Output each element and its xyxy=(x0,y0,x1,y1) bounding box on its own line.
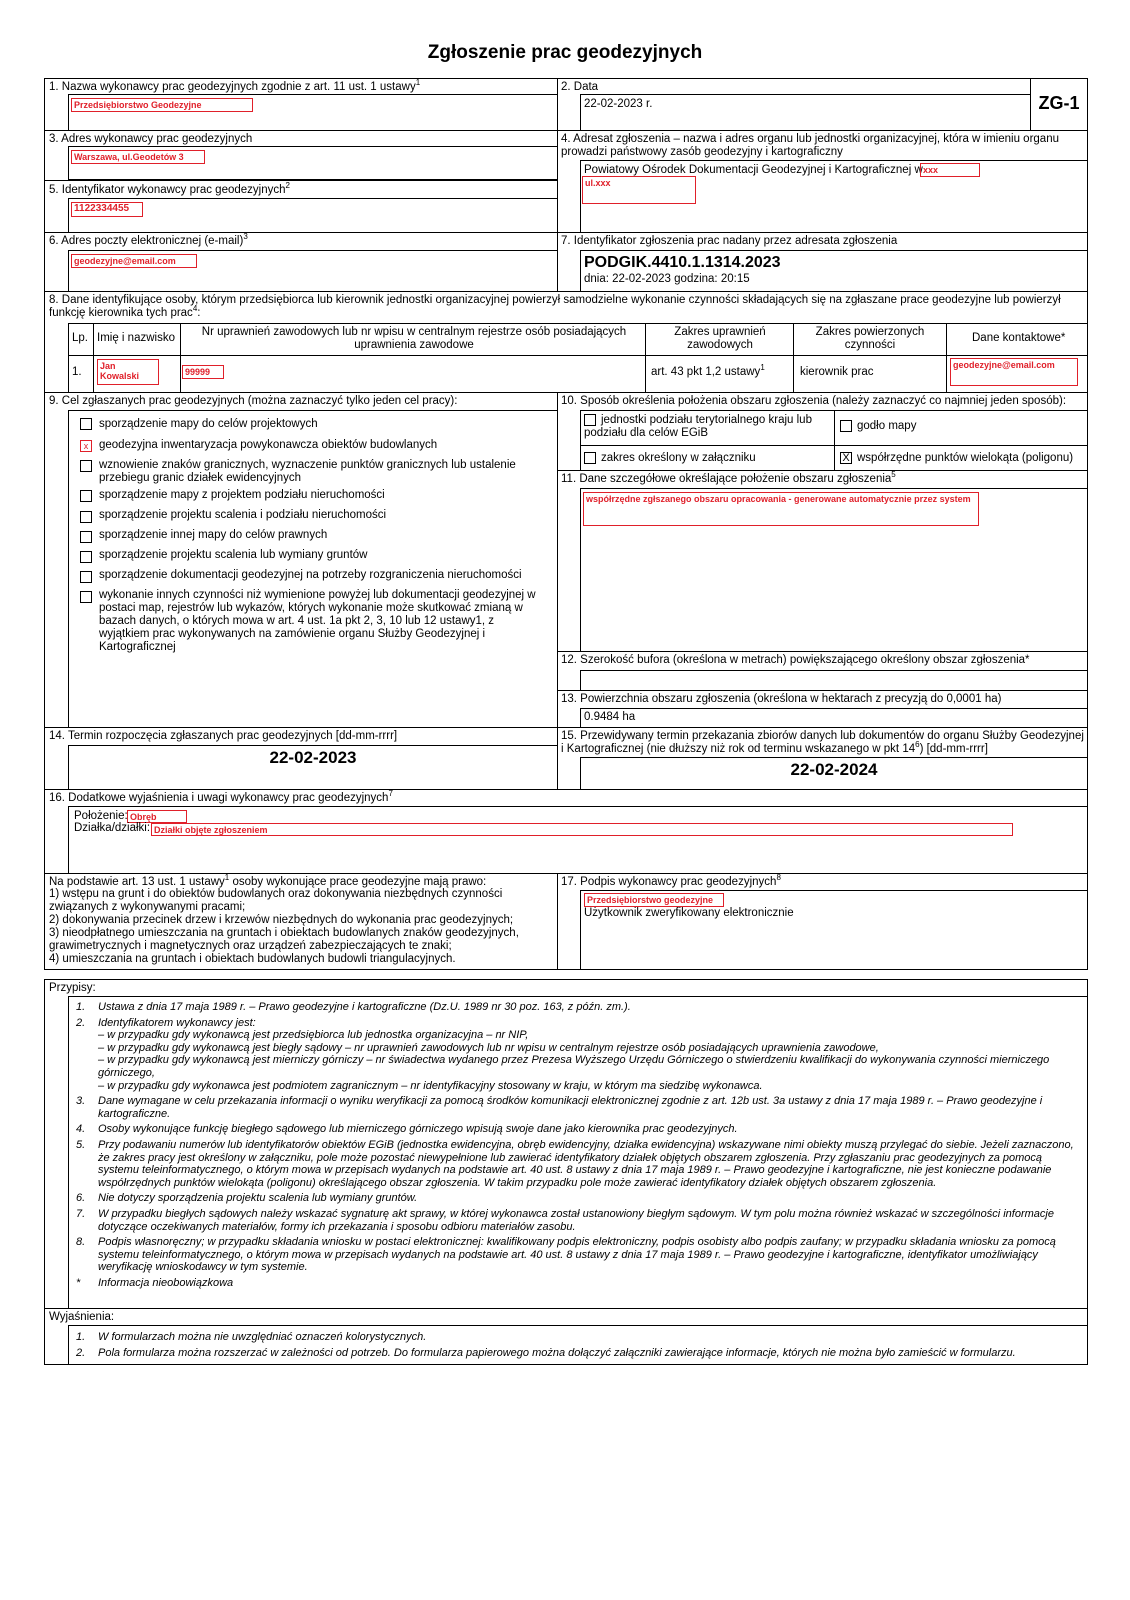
section-1-label: 1. Nazwa wykonawcy prac geodezyjnych zgodnie z art. 11 ust. 1 ustawy$^1$ xyxy=(49,78,421,93)
purpose-checkbox-3[interactable] xyxy=(80,460,92,472)
license-number-field[interactable]: 99999 xyxy=(182,365,224,379)
note-number: 3. xyxy=(76,1095,86,1108)
recipient-text: Powiatowy Ośrodek Dokumentacji Geodezyjnej i Kartograficznej w xyxy=(584,164,923,176)
purpose-label-3: wznowienie znaków granicznych, wyznaczenie punktów granicznych lub ustalenie przebiegu granic działek ewidencyjnych xyxy=(99,459,516,484)
rights-line-4: 4) umieszczania na gruntach i obiektach budowlanych budowli triangulacyjnych. xyxy=(49,953,456,965)
note-text: Identyfikatorem wykonawcy jest: – w przypadku gdy wykonawcą jest przedsiębiorca lub jednostka organizacyjna – nr NIP, – w przypadku gdy wykonawcą jest biegły sądowy – nr uprawnień zawodowych lub nr wpisu w centralnym rejestrze osób posiadających uprawnienia zawodowe, – w przypadku gdy wykonawcą jest mierniczy górniczy – nr świadectwa wydanego przez Prezesa Wyższego Urzędu Górniczego o stwierdzeniu kwalifikacji do wykonywania czynności mierniczego górniczego, – w przypadku gdy wykonawca jest podmiotem zagranicznym – nr identyfikacyjny stosowany w kraju, w którym ma siedzibę wykonawca. xyxy=(98,1016,1050,1092)
purpose-checkbox-1[interactable] xyxy=(80,418,92,430)
section-16-label: 16. Dodatkowe wyjaśnienia i uwagi wykonawcy prac geodezyjnych$^7$ xyxy=(49,789,393,804)
purpose-label-1: sporządzenie mapy do celów projektowych xyxy=(99,418,318,430)
section-13-inner xyxy=(580,708,1088,728)
note-text: W przypadku biegłych sądowych należy wskazać sygnaturę akt sprawy, w której wykonawca został ustanowiony biegłym sądowym. W tym polu można również wskazać w szczególności informacje dotyczące oczekiwanych materiałów, formy ich przekazania i sposobu odbioru materiałów zasobu. xyxy=(98,1207,1054,1233)
recipient-city-field[interactable]: xxx xyxy=(920,163,980,177)
section-9-label: 9. Cel zgłaszanych prac geodezyjnych (można zaznaczyć tylko jeden cel pracy): xyxy=(49,395,458,407)
section-11-label: 11. Dane szczegółowe określające położenie obszaru zgłoszenia$^5$ xyxy=(561,470,896,485)
purpose-label-4: sporządzenie mapy z projektem podziału nieruchomości xyxy=(99,489,385,501)
recipient-street-field[interactable]: ul.xxx xyxy=(582,176,696,204)
note-number: 7. xyxy=(76,1207,86,1220)
row-scope: art. 43 pkt 1,2 ustawy$^1$ xyxy=(651,363,765,378)
area-details-field[interactable]: współrzędne zgłszanego obszaru opracowania - generowane automatycznie przez system xyxy=(583,492,979,526)
purpose-label-8: sporządzenie dokumentacji geodezyjnej na potrzeby rozgraniczenia nieruchomości xyxy=(99,569,522,581)
section-8-label: 8. Dane identyfikujące osoby, którym przedsiębiorca lub kierownik jednostki organizacyjnej powierzył samodzielne wykonanie czynności składających się na zgłaszane prace geodezyjne lub powierzył funkcję kierownika tych prac$^4$: xyxy=(49,294,1061,319)
row-lp: 1. xyxy=(72,366,82,378)
note-number: 2. xyxy=(76,1016,86,1029)
registration-id: PODGIK.4410.1.1314.2023 xyxy=(584,254,781,271)
section-14-label: 14. Termin rozpoczęcia zgłaszanych prac geodezyjnych [dd-mm-rrrr] xyxy=(49,730,398,742)
section-13-label: 13. Powierzchnia obszaru zgłoszenia (określona w hektarach z precyzją do 0,0001 ha) xyxy=(561,693,1002,705)
person-name-field[interactable]: Jan Kowalski xyxy=(97,359,159,385)
location-label-4: współrzędne punktów wielokąta (poligonu) xyxy=(857,452,1074,464)
rights-line-3: 3) nieodpłatnego umieszczania na gruntach i obiektach budowlanych znaków geodezyjnych, grawimetrycznych i magnetycznych oraz urządzeń zabezpieczających te znaki; xyxy=(49,927,519,952)
note-number: 4. xyxy=(76,1123,86,1136)
col-name: Imię i nazwisko xyxy=(97,332,175,344)
location-checkbox-2[interactable] xyxy=(840,420,852,432)
email-field[interactable]: geodezyjne@email.com xyxy=(71,254,197,268)
note-text: Dane wymagane w celu przekazania informacji o wyniku weryfikacji za pomocą środków komunikacji elektronicznej zgodnie z art. 12b ust. 3a ustawy z dnia 17 maja 1989 r. – Prawo geodezyjne i kartograficzne. xyxy=(98,1095,1043,1120)
parcels-field[interactable]: Działki objęte zgłoszeniem xyxy=(151,823,1013,836)
col-scope: Zakres uprawnień zawodowych xyxy=(674,326,766,351)
purpose-checkbox-9[interactable] xyxy=(80,591,92,603)
note-number: 2. xyxy=(76,1346,86,1359)
section-3-label: 3. Adres wykonawcy prac geodezyjnych xyxy=(49,133,253,145)
note-text: Informacja nieobowiązkowa xyxy=(98,1276,234,1289)
delivery-date-field[interactable]: 22-02-2024 xyxy=(790,760,878,779)
section-6-label: 6. Adres poczty elektronicznej (e-mail)$^3$ xyxy=(49,232,248,247)
contact-field[interactable]: geodezyjne@email.com xyxy=(950,358,1078,386)
date-field[interactable]: 22-02-2023 r. xyxy=(584,98,653,110)
note-number: 8. xyxy=(76,1236,86,1249)
note-item xyxy=(76,1017,1082,1093)
contractor-address-field[interactable]: Warszawa, ul.Geodetów 3 xyxy=(71,150,205,164)
note-text: Osoby wykonujące funkcję biegłego sądowego lub mierniczego górniczego wpisują swoje dane jako kierownika prac geodezyjnych. xyxy=(98,1123,738,1136)
note-text: Ustawa z dnia 17 maja 1989 r. – Prawo geodezyjne i kartograficzne (Dz.U. 1989 nr 30 poz. 163, z późn. zm.). xyxy=(98,1001,631,1013)
page-title: Zgłoszenie prac geodezyjnych xyxy=(427,42,703,63)
footnote-list xyxy=(76,1001,1082,1292)
purpose-label-7: sporządzenie projektu scalenia lub wymiany gruntów xyxy=(99,549,368,561)
note-text: Nie dotyczy sporządzenia projektu scalenia lub wymiany gruntów. xyxy=(98,1192,418,1205)
note-item xyxy=(76,1139,1082,1189)
section-5-label: 5. Identyfikator wykonawcy prac geodezyjnych$^2$ xyxy=(49,181,290,196)
location-checkbox-3[interactable] xyxy=(584,452,596,464)
rights-intro: Na podstawie art. 13 ust. 1 ustawy$^1$ osoby wykonujące prace geodezyjne mają prawo: xyxy=(49,873,487,888)
section-17-label: 17. Podpis wykonawcy prac geodezyjnych$^8$ xyxy=(561,873,781,888)
signature-field[interactable]: Przedsiębiorstwo geodezyjne xyxy=(584,893,724,907)
note-number: * xyxy=(76,1276,81,1289)
location-label-1: jednostki podziału terytorialnego kraju lub podziału dla celów EGiB xyxy=(584,414,812,439)
section-12-label: 12. Szerokość bufora (określona w metrach) powiększającego określony obszar zgłoszenia* xyxy=(561,654,1030,666)
explanation-list xyxy=(76,1331,1082,1362)
registration-date: dnia: 22-02-2023 godzina: 20:15 xyxy=(584,273,750,285)
purpose-checkbox-5[interactable] xyxy=(80,511,92,523)
col-tasks: Zakres powierzonych czynności xyxy=(815,326,925,351)
note-text: Podpis własnoręczny; w przypadku składania wniosku w postaci elektronicznej: kwalifikowany podpis elektroniczny, podpis osobisty albo podpis zaufany; w przypadku składania wniosku za pomocą systemu teleinformatycznego, o którym mowa w przepisach wydanych na podstawie art. 40 ust. 8 ustawy z dnia 17 maja 1989 r. – Prawo geodezyjne i kartograficzne, identyfikator umożliwiający weryfikację wnioskodawcy w tym systemie. xyxy=(98,1236,1056,1274)
section-4-label: 4. Adresat zgłoszenia – nazwa i adres organu lub jednostki organizacyjnej, która w imieniu organu prowadzi państwowy zasób geodezyjny i kartograficzny xyxy=(561,133,1059,158)
location-checkbox-4[interactable]: X xyxy=(840,452,852,464)
note-item xyxy=(76,1095,1082,1120)
section-7-label: 7. Identyfikator zgłoszenia prac nadany przez adresata zgłoszenia xyxy=(561,235,898,247)
col-contact: Dane kontaktowe* xyxy=(972,332,1066,344)
area-size-field[interactable]: 0.9484 ha xyxy=(584,711,636,723)
start-date-field[interactable]: 22-02-2023 xyxy=(269,748,357,767)
note-number: 5. xyxy=(76,1138,86,1151)
row-tasks: kierownik prac xyxy=(800,366,874,378)
buffer-width-field[interactable] xyxy=(580,670,1088,691)
form-code: ZG-1 xyxy=(1038,93,1080,113)
purpose-checkbox-7[interactable] xyxy=(80,551,92,563)
explanations-label: Wyjaśnienia: xyxy=(49,1311,115,1323)
note-item xyxy=(76,1347,1082,1360)
section-15-label: 15. Przewidywany termin przekazania zbiorów danych lub dokumentów do organu Służby Geodezyjnej i Kartograficznej (nie dłuższy niż rok od terminu wskazanego w pkt $14^6$) [dd-mm-rrrr] xyxy=(561,730,1084,755)
section-16-inner xyxy=(68,806,1088,874)
note-item xyxy=(76,1277,1082,1290)
note-text: Przy podawaniu numerów lub identyfikatorów obiektów EGiB (jednostka ewidencyjna, obręb ewidencyjny, działka ewidencyjna) wskazywane nimi obiekty muszą przylegać do siebie. Jeżeli zaznaczono, że zakres pracy jest określony w załączniku, pole może pozostać niewypełnione lub zawierać identyfikatory działek objętych obszarem zgłoszenia. Przy zgłaszaniu prac geodezyjnych za pomocą systemu teleinformatycznego, o którym mowa w przepisach wydanych na podstawie art. 40 ust. 8 ustawy z dnia 17 maja 1989 r. – Prawo geodezyjne i kartograficzne, nie jest konieczne podawanie współrzędnych punktów wielokąta (poligonu) określającego obszar zgłoszenia. W takim przypadku pole może zawierać identyfikatory działek objętych obszarem zgłoszenia. xyxy=(98,1138,1074,1189)
purpose-checkbox-4[interactable] xyxy=(80,490,92,502)
purpose-checkbox-6[interactable] xyxy=(80,531,92,543)
col-lp: Lp. xyxy=(72,332,88,344)
note-number: 6. xyxy=(76,1192,86,1205)
purpose-checkbox-2[interactable]: x xyxy=(80,440,92,452)
location-label: Położenie: xyxy=(74,810,128,822)
rights-line-2: 2) dokonywania przecinek drzew i krzewów niezbędnych do wykonania prac geodezyjnych; xyxy=(49,914,514,926)
note-number: 1. xyxy=(76,1001,86,1013)
note-item xyxy=(76,1192,1082,1205)
purpose-label-9: wykonanie innych czynności niż wymienione powyżej lub dokumentacji geodezyjnej w postaci map, rejestrów lub wykazów, których wykonanie może skutkować zmianą w bazach danych, o których mowa w art. 4 ust. 1a pkt 2, 3, 10 lub 12 ustawy1, z wyjątkiem prac wykonywanych na zamówienie organu Służby Geodezyjnej i Kartograficznej xyxy=(99,589,536,653)
note-item xyxy=(76,1208,1082,1233)
purpose-label-6: sporządzenie innej mapy do celów prawnych xyxy=(99,529,328,541)
purpose-label-5: sporządzenie projektu scalenia i podziału nieruchomości xyxy=(99,509,387,521)
note-text: W formularzach można nie uwzględniać oznaczeń kolorystycznych. xyxy=(98,1331,427,1343)
purpose-label-2: geodezyjna inwentaryzacja powykonawcza obiektów budowlanych xyxy=(99,439,438,451)
note-item xyxy=(76,1331,1082,1344)
footnotes-label: Przypisy: xyxy=(49,982,96,994)
note-number: 1. xyxy=(76,1331,86,1343)
note-item xyxy=(76,1123,1082,1136)
parcels-label: Działka/działki: xyxy=(74,822,151,834)
purpose-checkbox-8[interactable] xyxy=(80,571,92,583)
location-label-3: zakres określony w załączniku xyxy=(601,452,756,464)
note-item xyxy=(76,1001,1082,1014)
col-license: Nr uprawnień zawodowych lub nr wpisu w centralnym rejestrze osób posiadających uprawnienia zawodowe xyxy=(201,326,627,351)
note-item xyxy=(76,1236,1082,1274)
contractor-name-field[interactable]: Przedsiębiorstwo Geodezyjne xyxy=(71,98,253,112)
note-text: Pola formularza można rozszerzać w zależności od potrzeb. Do formularza papierowego można dołączyć załączniki zawierające informacje, których nie można było zamieścić w formularzu. xyxy=(98,1346,1016,1359)
rights-line-1: 1) wstępu na grunt i do obiektów budowlanych oraz dokonywania niezbędnych czynności związanych z wykonywanymi pracami; xyxy=(49,888,503,913)
signature-text: Użytkownik zweryfikowany elektronicznie xyxy=(584,907,794,919)
section-2-label: 2. Data xyxy=(561,81,599,93)
location-field[interactable]: Obręb xyxy=(127,810,187,823)
location-label-2: godło mapy xyxy=(857,420,917,432)
section-10-label: 10. Sposób określenia położenia obszaru zgłoszenia (należy zaznaczyć co najmniej jeden sposób): xyxy=(561,395,1067,407)
contractor-id-field[interactable]: 1122334455 xyxy=(71,202,143,217)
